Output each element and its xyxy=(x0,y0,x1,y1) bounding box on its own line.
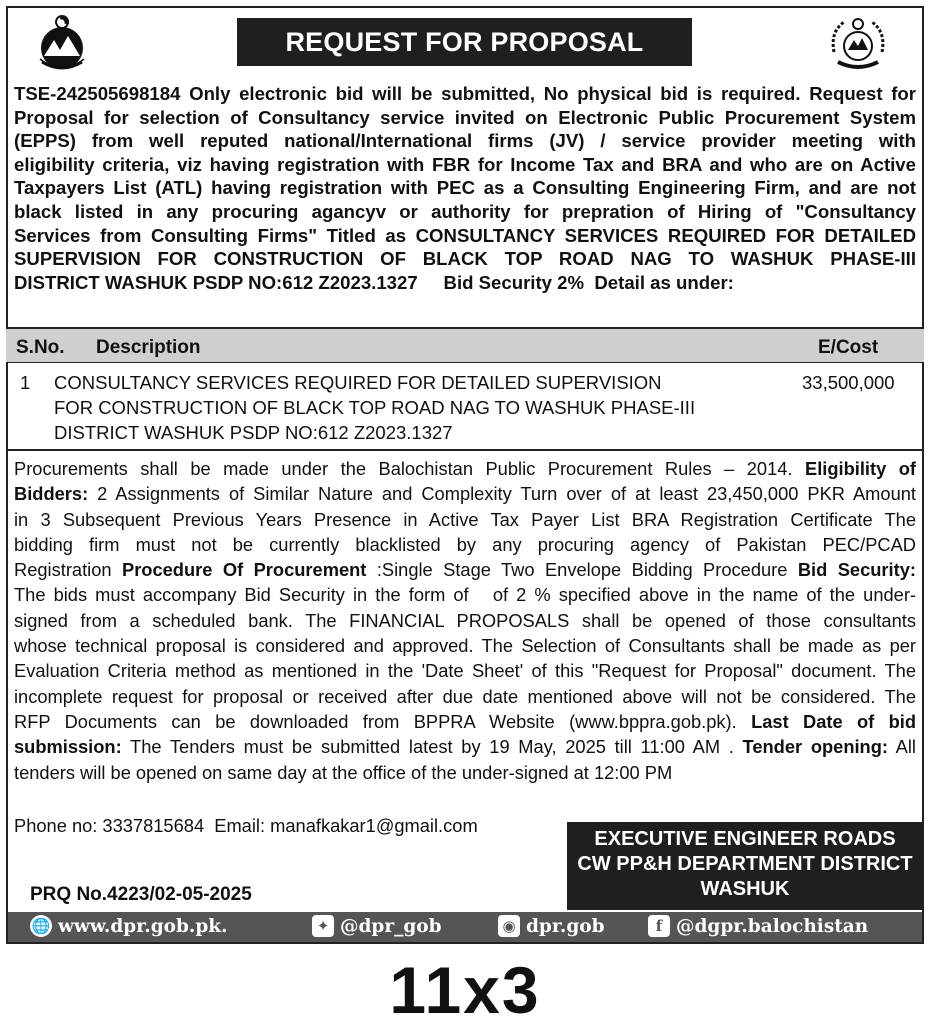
intro-line: SUPERVISION FOR CONSTRUCTION OF BLACK TOP ROAD NAG TO WASHUK PHASE-III xyxy=(14,248,916,270)
heading-last-date: Last Date of bid xyxy=(751,710,916,732)
body-text: Registration xyxy=(14,559,112,581)
header-sno: S.No. xyxy=(16,337,65,358)
body-line: incomplete request for proposal or received after due date mentioned above will not be considered. The xyxy=(14,685,916,707)
body-line xyxy=(14,709,916,734)
row-description xyxy=(54,370,734,445)
intro-line: Proposal for selection of Consultancy service invited on Electronic Public Procurement System xyxy=(14,106,916,128)
globe-icon: 🌐 xyxy=(31,917,51,935)
social-footer xyxy=(8,912,922,942)
page-title: REQUEST FOR PROPOSAL xyxy=(237,18,692,66)
body-line xyxy=(14,734,916,759)
body-text: All xyxy=(895,736,916,758)
body-line xyxy=(14,557,916,582)
instagram-handle: dpr.gob xyxy=(526,915,605,937)
body-line: whose technical proposal is considered and approved. The Selection of Consultants shall be made as per xyxy=(14,635,916,657)
table-header xyxy=(6,327,924,363)
intro-line: eligibility criteria, viz having registration with FBR for Income Tax and BRA and who are on Active xyxy=(14,153,916,175)
body-line: signed from a scheduled bank. The FINANCIAL PROPOSALS shall be opened of those consultants xyxy=(14,609,916,631)
signatory-line: WASHUK xyxy=(700,878,790,900)
facebook-icon: f xyxy=(648,915,670,937)
heading-eligibility: Eligibility of xyxy=(805,458,916,479)
terms-paragraph xyxy=(14,456,916,785)
header-cost: E/Cost xyxy=(818,337,879,358)
heading-submission: submission: xyxy=(14,736,122,758)
heading-bid-security: Bid Security: xyxy=(797,559,916,581)
body-text: 2 Assignments of Similar Nature and Complexity Turn over of at least 23,450,000 PKR Amount xyxy=(97,483,916,505)
description-line: CONSULTANCY SERVICES REQUIRED FOR DETAILED SUPERVISION xyxy=(54,372,662,393)
row-sno: 1 xyxy=(20,372,31,393)
body-line: bidding firm must not be currently blacklisted by any procuring agency of Pakistan PEC/PCAD xyxy=(14,533,916,555)
body-line: The bids must accompany Bid Security in the form of of 2 % specified above in the name of the under- xyxy=(14,584,916,606)
instagram-icon: ◉ xyxy=(498,915,520,937)
website-text: www.dpr.gob.pk. xyxy=(58,915,228,937)
body-line: in 3 Subsequent Previous Years Presence in Active Tax Payer List BRA Registration Certificate The xyxy=(14,508,916,530)
prq-number: PRQ No.4223/02-05-2025 xyxy=(30,884,252,905)
twitter-icon: ✦ xyxy=(312,915,334,937)
contact-info: Phone no: 3337815684 Email: manafkakar1@gmail.com xyxy=(14,815,478,836)
row-cost: 33,500,000 xyxy=(802,372,895,393)
department-seal-icon xyxy=(826,14,890,74)
body-line xyxy=(14,481,916,506)
facebook-handle: @dgpr.balochistan xyxy=(676,915,869,937)
body-line: Evaluation Criteria method as mentioned in the 'Date Sheet' of this "Request for Proposal" document. The xyxy=(14,660,916,682)
body-line xyxy=(14,456,916,481)
body-text: :Single Stage Two Envelope Bidding Procedure xyxy=(376,559,788,581)
ad-size-label: 11x3 xyxy=(389,953,541,1024)
body-line: tenders will be opened on same day at the office of the under-signed at 12:00 PM xyxy=(14,761,673,783)
description-line: FOR CONSTRUCTION OF BLACK TOP ROAD NAG TO WASHUK PHASE-III xyxy=(54,397,696,418)
facebook-link[interactable] xyxy=(648,915,868,937)
heading-bidders: Bidders: xyxy=(14,483,89,505)
intro-line: TSE-242505698184 Only electronic bid will be submitted, No physical bid is required. Request for xyxy=(14,83,916,104)
website-link[interactable] xyxy=(30,915,228,937)
intro-line: DISTRICT WASHUK PSDP NO:612 Z2023.1327 Bid Security 2% Detail as under: xyxy=(14,271,734,293)
twitter-handle: @dpr_gob xyxy=(340,915,442,937)
heading-tender-opening: Tender opening: xyxy=(742,736,888,758)
balochistan-emblem-icon xyxy=(30,12,94,72)
work-table xyxy=(6,327,924,451)
signatory-line: EXECUTIVE ENGINEER ROADS xyxy=(594,828,896,850)
description-line: DISTRICT WASHUK PSDP NO:612 Z2023.1327 xyxy=(54,422,453,443)
body-text: RFP Documents can be downloaded from BPPRA Website (www.bppra.gob.pk). xyxy=(14,710,737,732)
body-text: Procurements shall be made under the Balochistan Public Procurement Rules – 2014. xyxy=(14,458,793,479)
twitter-link[interactable] xyxy=(312,915,442,937)
body-text: The Tenders must be submitted latest by 19 May, 2025 till 11:00 AM . xyxy=(130,736,734,758)
intro-line: black listed in any procuring agancyv or authority for prepration of Hiring of "Consultancy xyxy=(14,200,916,222)
instagram-link[interactable] xyxy=(498,915,605,937)
header-description: Description xyxy=(96,337,201,358)
signatory-box xyxy=(567,822,923,910)
intro-line: Taxpayers List (ATL) having registration with PEC as a Consulting Engineering Firm, and are not xyxy=(14,177,916,199)
intro-line: Services from Consulting Firms" Titled as CONSULTANCY SERVICES REQUIRED FOR DETAILED xyxy=(14,224,916,246)
signatory-line: CW PP&H DEPARTMENT DISTRICT xyxy=(577,853,913,875)
intro-paragraph xyxy=(14,82,916,294)
intro-line: (EPPS) from well reputed national/International firms (JV) / service provider meeting with xyxy=(14,130,916,152)
heading-procedure: Procedure Of Procurement xyxy=(122,559,367,581)
table-row xyxy=(6,363,924,451)
